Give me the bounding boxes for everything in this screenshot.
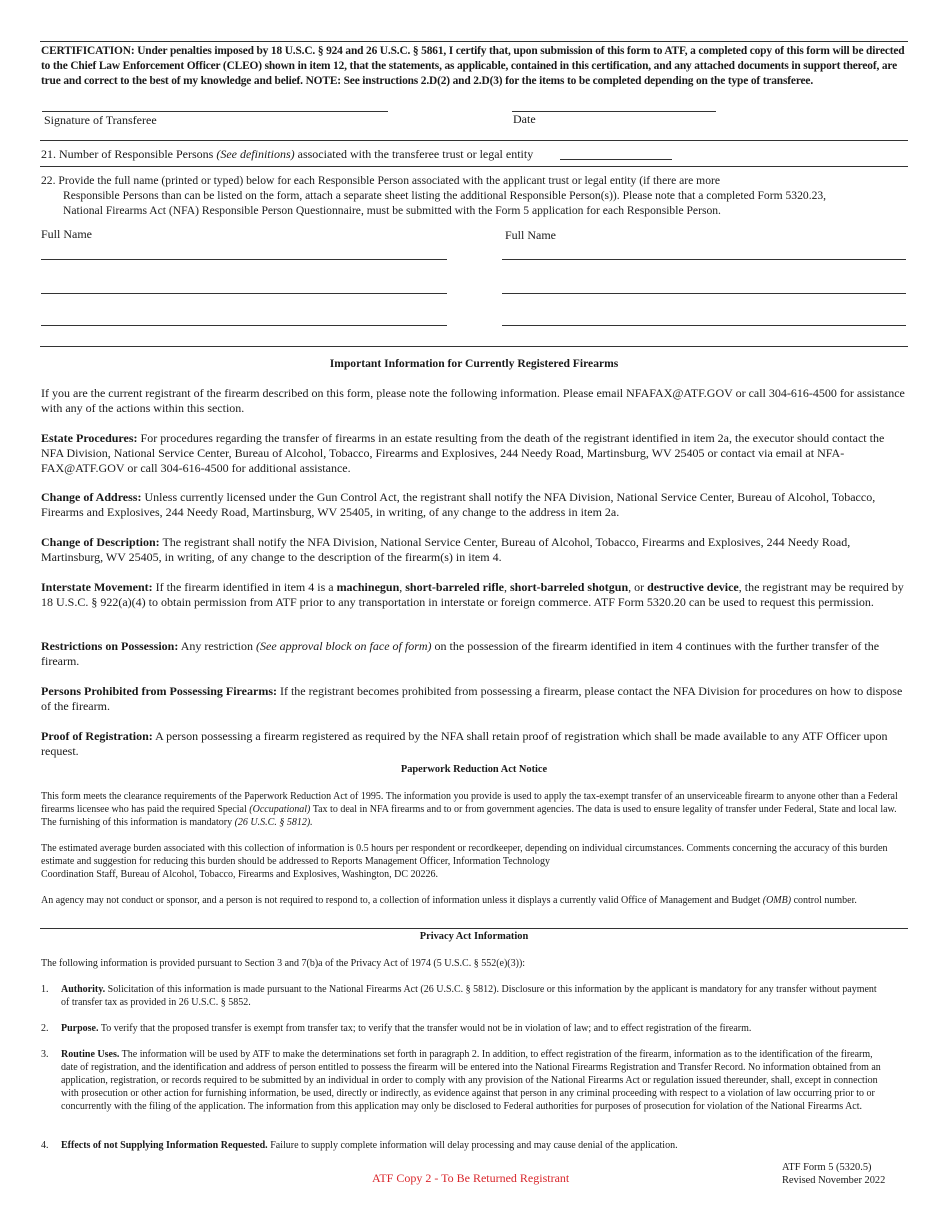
divider xyxy=(40,928,908,929)
paperwork-p1-b: Tax to deal in NFA firearms and to or from government agencies. The data is used to ensure legality of transfer under Federal, State and local law. The furnishing of this information is mandatory xyxy=(41,804,897,828)
interstate-movement: Interstate Movement: If the firearm identified in item 4 is a machinegun, short-barreled rifle, short-barreled shotgun, or destructive device, the registrant may be required by 18 U.S.C. § 922(a)(4) to obtain permission from ATF prior to any transportation in interstate or foreign commerce. ATF Form 5320.20 can be used to request this permission. xyxy=(41,580,904,609)
privacy-item-label: Effects of not Supplying Information Requested. xyxy=(61,1140,268,1151)
full-name-field[interactable] xyxy=(502,325,906,326)
privacy-intro: The following information is provided pursuant to Section 3 and 7(b)a of the Privacy Act of 1974 (5 U.S.C. § 552(e)(3)): xyxy=(41,958,526,969)
change-of-address xyxy=(41,490,909,520)
certification-text xyxy=(41,44,909,90)
interstate-text-c: , the registrant may be required by 18 U.S.C. § 922(a)(4) to obtain permission from ATF prior to any transportation in interstate or foreign commerce. ATF Form 5320.20 can be used to request this permission. xyxy=(41,580,904,609)
paperwork-p3-a: An agency may not conduct or sponsor, and a person is not required to respond to, a collection of information unless it displays a currently valid Office of Management and Budget xyxy=(41,895,761,906)
full-name-label-left: Full Name xyxy=(41,227,92,241)
privacy-item-label: Authority. xyxy=(61,984,106,995)
paperwork-p1-italic2: (26 U.S.C. § 5812). xyxy=(234,817,313,828)
restrict-text-b: on the possession of the firearm identified in item 4 continues with the further transfer of the firearm. xyxy=(41,639,880,668)
privacy-item-label: Routine Uses. xyxy=(61,1049,120,1060)
form-revised: Revised November 2022 xyxy=(782,1175,886,1186)
description-label: Change of Description: xyxy=(41,535,160,549)
paperwork-heading: Paperwork Reduction Act Notice xyxy=(400,764,548,775)
prohibited-text: If the registrant becomes prohibited from possessing a firearm, please contact the NFA Division for procedures on how to dispose of the firearm. xyxy=(41,684,903,713)
interstate-machinegun: machinegun xyxy=(336,580,400,594)
paperwork-p2 xyxy=(41,842,909,881)
interstate-dd: destructive device xyxy=(647,580,739,594)
address-text: Unless currently licensed under the Gun Control Act, the registrant shall notify the NFA Division, National Service Center, Bureau of Alcohol, Tobacco, Firearms and Explosives, 244 Needy Road, Martinsburg, WV 25405, in writing, of any change to the address in item 2a. xyxy=(41,490,876,519)
privacy-item-effects xyxy=(61,1139,881,1152)
estate-text: For procedures regarding the transfer of firearms in an estate resulting from the death of the registrant identified in item 2a, the executor should contact the NFA Division, National Service Center, Bureau of Alcohol, Tobacco, Firearms and Explosives, 244 Needy Road, Martinsburg, WV 25405 or contact via email at NFA-FAX@ATF.GOV or call 304-616-4500 for additional assistance. xyxy=(41,431,885,475)
registered-intro: If you are the current registrant of the firearm described on this form, please note the following information. Please email NFAFAX@ATF.GOV or call 304-616-4500 for assistance with any of the actions within this section. xyxy=(41,386,905,415)
paperwork-p1-italic: (Occupational) xyxy=(249,804,311,815)
proof-text: A person possessing a firearm registered as required by the NFA shall retain proof of registration which shall be made available to any ATF Officer upon request. xyxy=(41,729,888,758)
privacy-heading: Privacy Act Information xyxy=(419,931,529,942)
privacy-item-text: Failure to supply complete information will delay processing and may cause denial of the application. xyxy=(270,1140,678,1151)
privacy-item-purpose xyxy=(61,1022,881,1035)
full-name-field[interactable] xyxy=(502,259,906,260)
privacy-item-number: 4. xyxy=(41,1140,49,1151)
restrictions-on-possession xyxy=(41,639,909,669)
proof-label: Proof of Registration: xyxy=(41,729,153,743)
item21-italic: (See definitions) xyxy=(216,147,295,161)
form-id: ATF Form 5 (5320.5) xyxy=(782,1162,872,1173)
signature-label: Signature of Transferee xyxy=(44,113,157,127)
privacy-item-text: The information will be used by ATF to make the determinations set forth in paragraph 2. In addition, to effect registration of the firearm, information as to the identification of the firearm, date of registration, and the identification and address of person entitled to possess the firearm will be entered into the National Firearms Registration and Transfer Record. No information obtained from an application, registration, or records required to be submitted by an individual in order to comply with any provision of the National Firearms Act or regulation issued thereunder, shall, except in connection with prosecution or other action for furnishing information, be used, directly or indirectly, as evidence against that person in any criminal proceeding with respect to a violation of law occurring prior to or concurrently with the filing of the application. The information from this application may only be disclosed to Federal authorities for purposes of prosecution for violation of the National Firearms Act. xyxy=(61,1049,881,1112)
date-label: Date xyxy=(513,112,536,126)
interstate-or: or xyxy=(634,580,645,594)
full-name-field[interactable] xyxy=(41,325,447,326)
privacy-item-text: To verify that the proposed transfer is exempt from transfer tax; to verify that the transfer would not be in violation of law; and to effect registration of the firearm. xyxy=(100,1023,752,1034)
restrict-label: Restrictions on Possession: xyxy=(41,639,179,653)
divider xyxy=(40,346,908,347)
top-rule xyxy=(40,41,908,42)
privacy-item-number: 1. xyxy=(41,984,49,995)
full-name-field[interactable] xyxy=(41,293,447,294)
certification-label: CERTIFICATION: xyxy=(41,45,135,57)
divider xyxy=(40,166,908,167)
item22-line2: Responsible Persons than can be listed on the form, attach a separate sheet listing the additional Responsible Person(s)). Please note that a completed Form 5320.23, xyxy=(63,189,827,202)
item21-label: 21. Number of Responsible Persons xyxy=(41,147,214,161)
paperwork-p1 xyxy=(41,790,909,829)
address-label: Change of Address: xyxy=(41,490,142,504)
full-name-field[interactable] xyxy=(502,293,906,294)
divider xyxy=(40,140,908,141)
item22-line1: 22. Provide the full name (printed or typed) below for each Responsible Person associated with the applicant trust or legal entity (if there are more xyxy=(41,174,720,187)
proof-of-registration xyxy=(41,729,909,759)
privacy-item-routine-uses xyxy=(61,1048,883,1113)
estate-label: Estate Procedures: xyxy=(41,431,138,445)
change-of-description xyxy=(41,535,909,565)
item21-text xyxy=(41,147,533,162)
copy-designation: ATF Copy 2 - To Be Returned Registrant xyxy=(372,1171,570,1185)
interstate-label: Interstate Movement: xyxy=(41,580,153,594)
responsible-persons-count-field[interactable] xyxy=(560,159,672,160)
interstate-text-a: If the firearm identified in item 4 is a xyxy=(155,580,334,594)
certification-body: Under penalties imposed by 18 U.S.C. § 924 and 26 U.S.C. § 5861, I certify that, upon submission of this form to ATF, a completed copy of this form will be directed to the Chief Law Enforcement Officer (CLEO) shown in item 12, that the statements, as applicable, contained in this certification, and any attached documents in support thereof, are true and correct to the best of my knowledge and belief. NOTE: See instructions 2.D(2) and 2.D(3) for the items to be completed depending on the type of transferee. xyxy=(41,45,905,88)
paperwork-p2-a: The estimated average burden associated with this collection of information is 0.5 hours per respondent or recordkeeper, depending on individual circumstances. Comments concerning the accuracy of this burden estimate and suggestion for reducing this burden should be addressed to Reports Management Officer, Information Technology xyxy=(41,843,888,867)
interstate-sbr: short-barreled rifle xyxy=(405,580,504,594)
privacy-item-number: 3. xyxy=(41,1049,49,1060)
paperwork-p3-italic: (OMB) xyxy=(762,895,792,906)
interstate-sbs: short-barreled shotgun xyxy=(510,580,629,594)
signature-line[interactable] xyxy=(42,111,388,112)
item22-line3: National Firearms Act (NFA) Responsible Person Questionnaire, must be submitted with the Form 5 application for each Responsible Person. xyxy=(63,204,721,217)
item21-label-after: associated with the transferee trust or legal entity xyxy=(297,147,534,161)
persons-prohibited xyxy=(41,684,909,714)
privacy-item-label: Purpose. xyxy=(61,1023,99,1034)
registered-heading: Important Information for Currently Registered Firearms xyxy=(329,357,619,370)
restrict-italic: (See approval block on face of form) xyxy=(256,639,432,653)
full-name-field[interactable] xyxy=(41,259,447,260)
privacy-item-authority xyxy=(61,983,881,1009)
full-name-label-right: Full Name xyxy=(505,228,556,242)
paperwork-p3 xyxy=(41,894,909,907)
privacy-item-text: Solicitation of this information is made pursuant to the National Firearms Act (26 U.S.C. § 5812). Disclosure or this information by the applicant is mandatory for any transfer without payment of transfer tax as provided in 26 U.S.C. § 5852. xyxy=(61,984,877,1008)
date-line[interactable] xyxy=(512,111,716,112)
description-text: The registrant shall notify the NFA Division, National Service Center, Bureau of Alcohol, Tobacco, Firearms and Explosives, 244 Needy Road, Martinsburg, WV 25405, in writing, of any change to the description of the firearm(s) in item 4. xyxy=(41,535,851,564)
restrict-text-a: Any restriction xyxy=(180,639,254,653)
privacy-item-number: 2. xyxy=(41,1023,49,1034)
paperwork-p3-b: control number. xyxy=(793,895,857,906)
paperwork-p1-a: This form meets the clearance requirements of the Paperwork Reduction Act of 1995. The information you provide is used to apply the tax-exempt transfer of an unserviceable firearm to anyone other than a Federal firearms licensee who has paid the required Special xyxy=(41,791,898,815)
estate-procedures xyxy=(41,431,909,476)
paperwork-p2-b: Coordination Staff, Bureau of Alcohol, Tobacco, Firearms and Explosives, Washington, DC 20226. xyxy=(41,869,439,880)
prohibited-label: Persons Prohibited from Possessing Firearms: xyxy=(41,684,277,698)
